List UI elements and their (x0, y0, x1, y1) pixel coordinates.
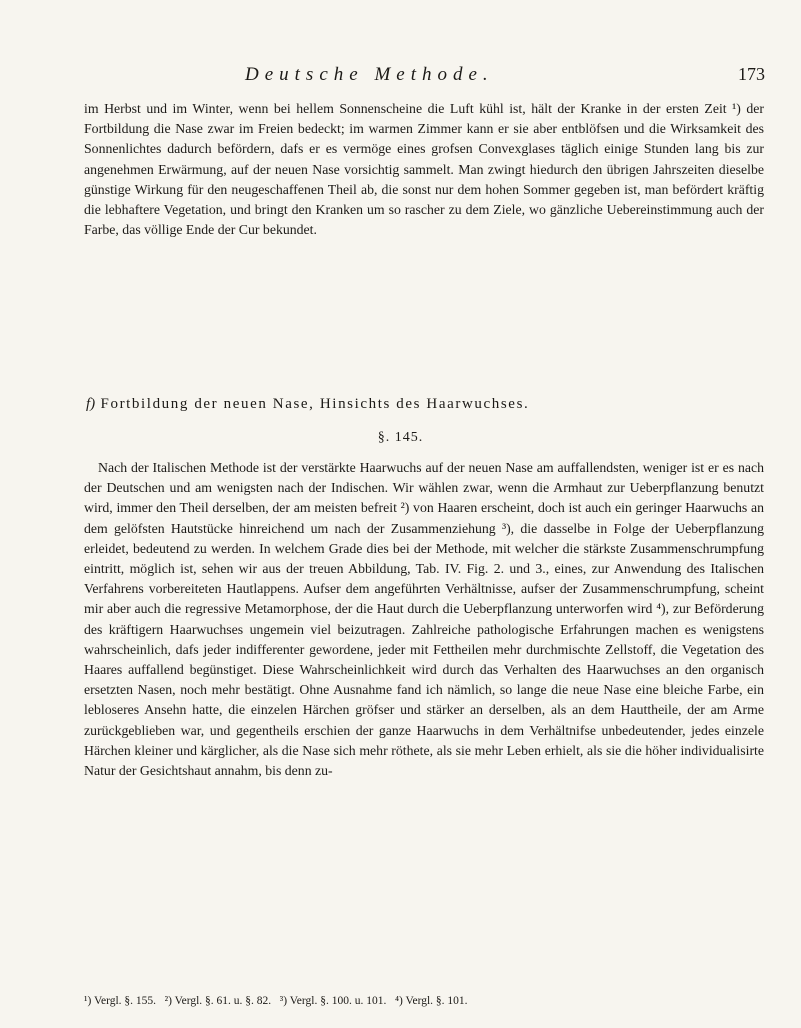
footnotes: ¹) Vergl. §. 155. ²) Vergl. §. 61. u. §. 82. ³) Vergl. §. 100. u. 101. ⁴) Vergl. §. 101. (84, 995, 468, 1007)
section-number: §. 145. (377, 430, 424, 445)
running-title: Deutsche Methode. (245, 64, 494, 85)
page-number: 173 (738, 64, 765, 84)
section-heading (86, 396, 766, 413)
page-header (245, 64, 765, 92)
paragraph-2: Nach der Italischen Methode ist der verstärkte Haarwuchs auf der neuen Nase am auffallendsten, weniger ist er es nach der Deutschen und am wenigsten nach der Indischen. Wir wählen zwar, wenn die Armhaut zur Ueberpflanzung benutzt wird, immer den Theil derselben, der am meisten befreit ²) von Haaren erscheint, doch ist auch ein geringer Haarwuchs an dem gelöfsten Hautstücke hinreichend um nach der Zusammenziehung ³), die dasselbe in Folge der Ueberpflanzung erleidet, bedeutend zu werden. In welchem Grade dies bei der Methode, mit welcher die stärkste Zusammenschrumpfung eintritt, möglich ist, sehen wir aus der treuen Abbildung, Tab. IV. Fig. 2. und 3., eines, zur Anwendung des Italischen Verfahrens vorbereiteten Hautlappens. Aufser dem angeführten Verhältnisse, aufser der Zusammenschrumpfung, scheint mir aber auch die regressive Metamorphose, der die Haut durch die Ueberpflanzung unterworfen wird ⁴), zur Beförderung des kräftigern Haarwuchses ungemein viel beizutragen. Zahlreiche pathologische Erfahrungen machen es wenigstens wahrscheinlich, dafs jeder indifferenter gewordene, jeder mit Fettheilen mehr durchmischte Zellstoff, die Vegetation des Haares auffallend begünstiget. Diese Wahrscheinlichkeit wird durch das Verhalten des Haarwuchses an den organisch ersetzten Nasen, noch mehr bestätigt. Ohne Ausnahme fand ich nämlich, so lange die neue Nase eine bleiche Farbe, ein lebloseres Ansehn hatte, die einzelen Härchen gröfser und stärker an derselben, als an dem Hauttheile, der am Arme zurückgeblieben war, und gegentheils erschien der ganze Haarwuchs in dem Verhältnifse unbedeutender, jedes einzele Härchen kleiner und kärglicher, als die Nase sich mehr röthete, als sie mehr Leben erhielt, als sie die höher individualisirte Natur der Gesichtshaut annahm, bis denn zu- (84, 460, 764, 779)
paragraph-1: im Herbst und im Winter, wenn bei hellem Sonnenscheine die Luft kühl ist, hält der Kranke in der ersten Zeit ¹) der Fortbildung die Nase zwar im Freien bedeckt; im warmen Zimmer kann er sie aber entblöfsen und die Wirksamkeit des Sonnenlichtes dadurch befördern, dafs er es vermöge eines grofsen Convexglases täglich einige Stunden lang bis zur angenehmen Erwärmung, auf der neuen Nase vorsichtig sammelt. Man zwingt hiedurch den übrigen Jahrszeiten dieselbe günstige Wirkung für den neugeschaffenen Theil ab, die sonst nur dem hohen Sommer gegeben ist, man befördert kräftig die lebhaftere Vegetation, und bringt den Kranken um so rascher zu dem Ziele, wo gänzliche Uebereinstimmung auch der Farbe, das völlige Ende der Cur bekundet. (84, 101, 764, 238)
section-heading-text: Fortbildung der neuen Nase, Hinsichts des Haarwuchses. (100, 396, 530, 412)
section-marker: f) (86, 396, 96, 412)
